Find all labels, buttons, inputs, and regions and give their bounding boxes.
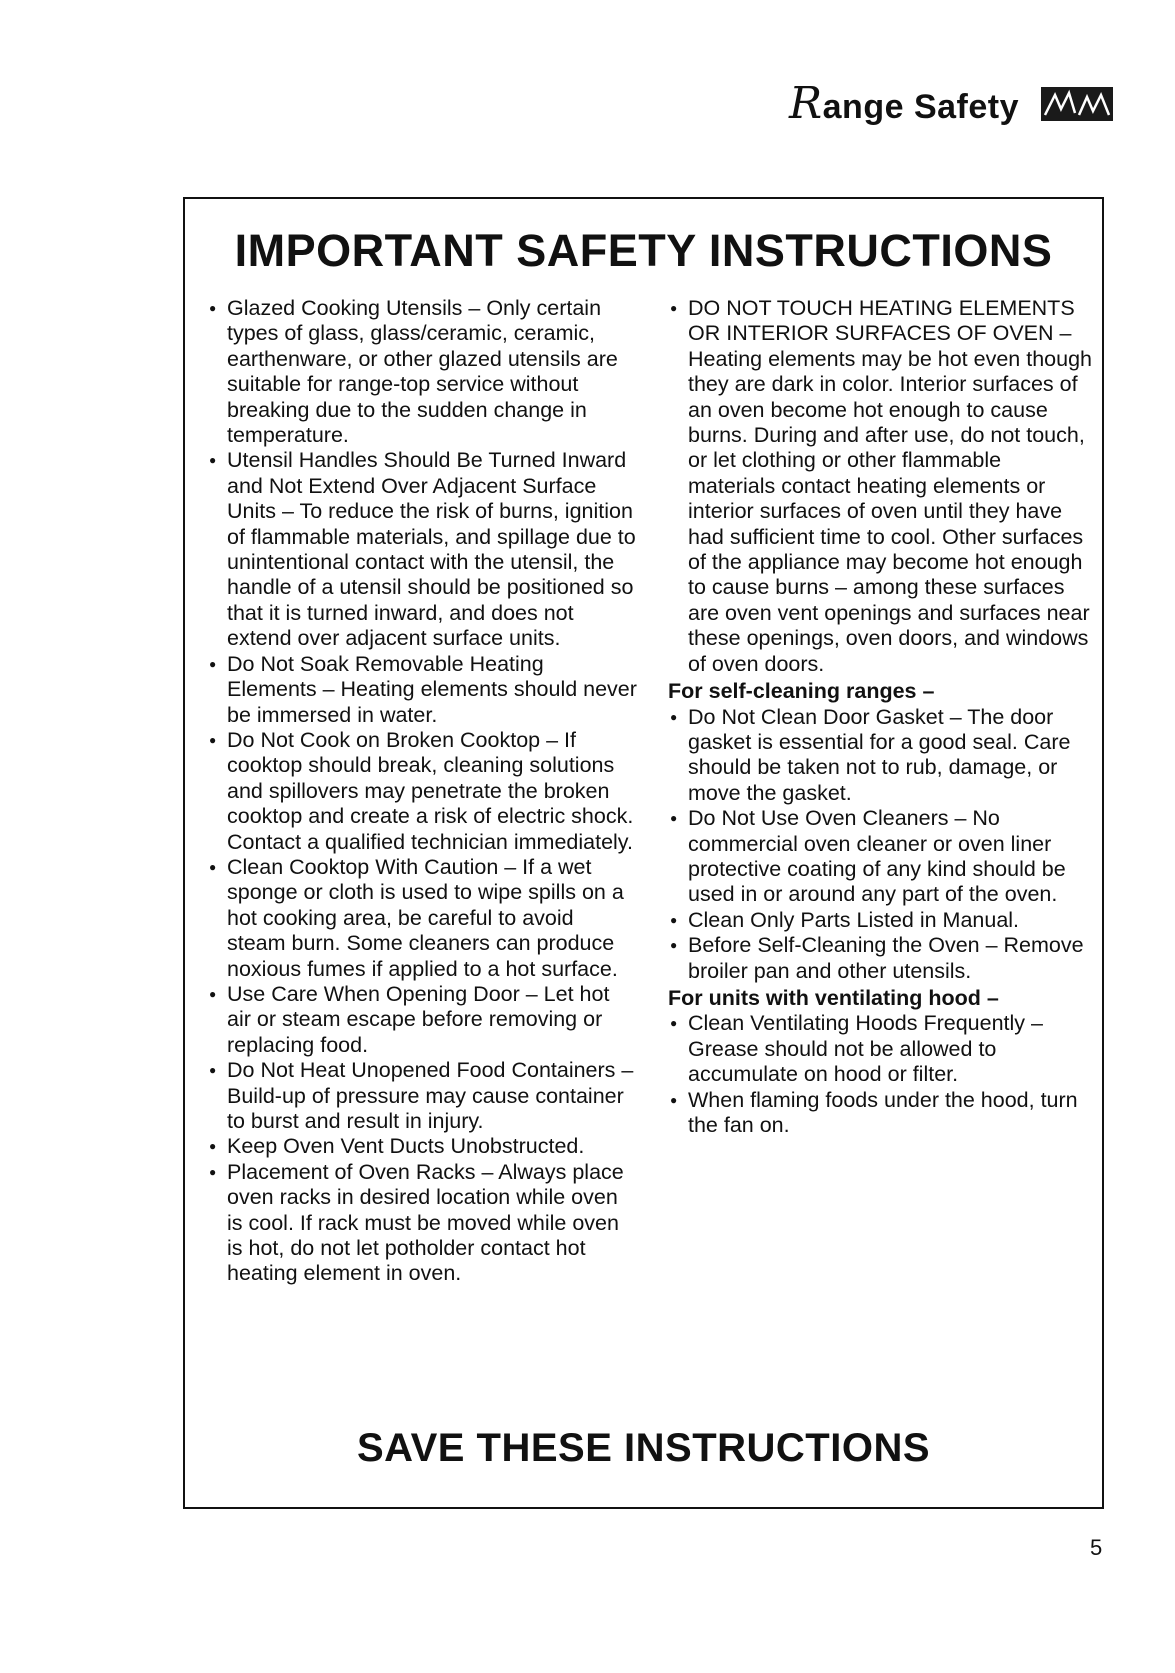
safety-instructions-box bbox=[183, 197, 1104, 1509]
right-column bbox=[668, 296, 1093, 1138]
list-item: ● Do Not Use Oven Cleaners – No commercial oven cleaner or oven liner protective coating of any kind should be used in or around any part of the oven. bbox=[668, 806, 1093, 908]
box-footer: SAVE THESE INSTRUCTIONS bbox=[356, 1426, 931, 1470]
section-heading-self-cleaning: For self-cleaning ranges – bbox=[668, 679, 935, 704]
list-item: ● Use Care When Opening Door – Let hot air or steam escape before removing or replacing food. bbox=[207, 982, 637, 1058]
list-item: ● Glazed Cooking Utensils – Only certain types of glass, glass/ceramic, ceramic, earthenware, or other glazed utensils are suitable for range-top service without breaking due to the sudden change in temperature. bbox=[207, 296, 637, 448]
list-item: ● Keep Oven Vent Ducts Unobstructed. bbox=[207, 1134, 637, 1159]
box-title: IMPORTANT SAFETY INSTRUCTIONS bbox=[234, 225, 1053, 276]
page-header bbox=[789, 78, 1113, 129]
section-title-rest: ange Safety bbox=[822, 88, 1019, 126]
list-item: ● When flaming foods under the hood, turn the fan on. bbox=[668, 1088, 1093, 1139]
list-item: ● Clean Ventilating Hoods Frequently – Grease should not be allowed to accumulate on hood or filter. bbox=[668, 1011, 1093, 1087]
list-item: ● Do Not Cook on Broken Cooktop – If cooktop should break, cleaning solutions and spillovers may penetrate the broken cooktop and create a risk of electric shock. Contact a qualified technician immediately. bbox=[207, 728, 637, 855]
list-item: ● Do Not Heat Unopened Food Containers – Build-up of pressure may cause container to burst and result in injury. bbox=[207, 1058, 637, 1134]
list-item: ● Do Not Clean Door Gasket – The door gasket is essential for a good seal. Care should be taken not to rub, damage, or move the gasket. bbox=[668, 705, 1093, 807]
left-column bbox=[207, 296, 637, 1287]
list-item: ● Utensil Handles Should Be Turned Inward and Not Extend Over Adjacent Surface Units – To reduce the risk of burns, ignition of flammable materials, and spillage due to unintentional contact with the utensil, the handle of a utensil should be positioned so that it is turned inward, and does not extend over adjacent surface units. bbox=[207, 448, 637, 651]
list-item: ● Do Not Soak Removable Heating Elements – Heating elements should never be immersed in water. bbox=[207, 652, 637, 728]
section-heading-ventilating-hood: For units with ventilating hood – bbox=[668, 985, 999, 1010]
section-title bbox=[789, 78, 1019, 129]
list-item: ● Before Self-Cleaning the Oven – Remove broiler pan and other utensils. bbox=[668, 933, 1093, 984]
page-number: 5 bbox=[1090, 1535, 1103, 1560]
brand-logo bbox=[1041, 87, 1113, 121]
list-item: ● Placement of Oven Racks – Always place oven racks in desired location while oven is cool. If rack must be moved while oven is hot, do not let potholder contact hot heating element in oven. bbox=[207, 1160, 637, 1287]
list-item: ● Clean Only Parts Listed in Manual. bbox=[668, 908, 1093, 933]
list-item: ● DO NOT TOUCH HEATING ELEMENTS OR INTERIOR SURFACES OF OVEN – Heating elements may be hot even though they are dark in color. Interior surfaces of an oven become hot enough to cause burns. During and after use, do not touch, or let clothing or other flammable materials contact heating elements or interior surfaces of oven until they have had sufficient time to cool. Other surfaces of the appliance may become hot enough to cause burns – among these surfaces are oven vent openings and surfaces near these openings, oven doors, and windows of oven doors. bbox=[668, 296, 1093, 677]
section-title-initial: R bbox=[789, 78, 823, 129]
list-item: ● Clean Cooktop With Caution – If a wet sponge or cloth is used to wipe spills on a hot cooking area, be careful to avoid steam burn. Some cleaners can produce noxious fumes if applied to a hot surface. bbox=[207, 855, 637, 982]
